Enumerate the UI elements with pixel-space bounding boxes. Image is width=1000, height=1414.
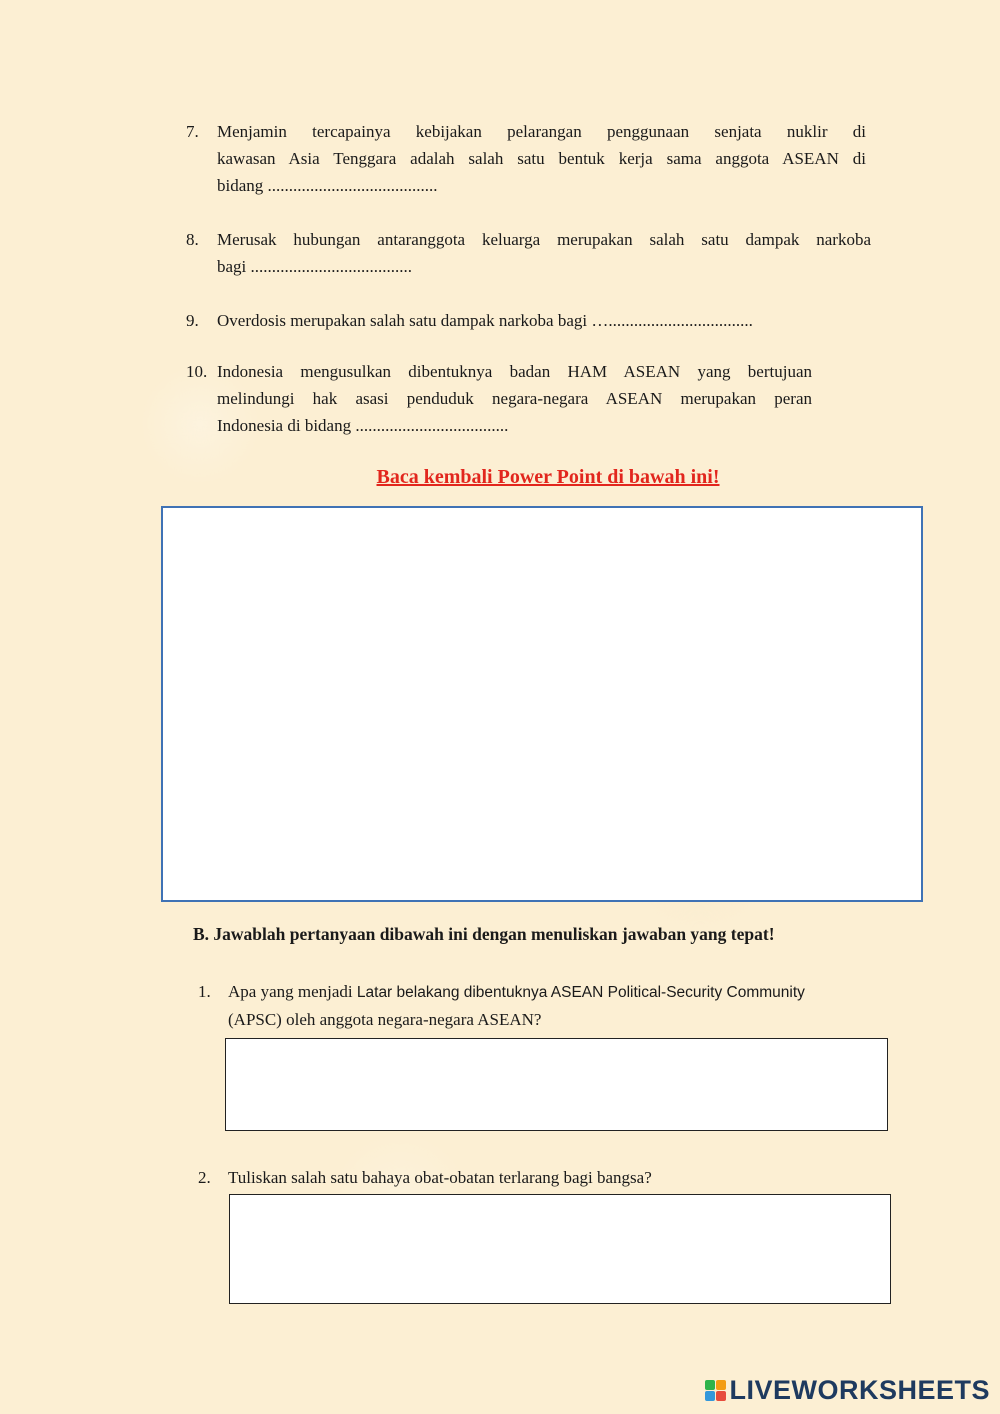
logo-text: LIVEWORKSHEETS [729,1375,990,1405]
question-text-line: melindungi hak asasi penduduk negara-negara ASEAN merupakan peran [217,389,812,408]
question-text-line: (APSC) oleh anggota negara-negara ASEAN? [228,1010,542,1029]
question-text-line: bidang ........................................ [217,176,438,195]
question-text-line: Menjamin tercapainya kebijakan pelarangan penggunaan senjata nuklir di [217,122,866,141]
question-number: 2. [198,1168,211,1187]
question-text-line: Merusak hubungan antaranggota keluarga merupakan salah satu dampak narkoba [217,230,871,249]
question-number: 10. [186,362,208,381]
essay-question-1 [198,978,888,1033]
question-10 [186,358,812,439]
question-number: 1. [198,982,211,1001]
liveworksheets-logo [705,1375,990,1406]
question-number: 8. [186,230,199,249]
question-number: 9. [186,311,199,330]
question-text-line: Indonesia di bidang .................................... [217,416,509,435]
liveworksheets-logo-icon [705,1380,726,1401]
powerpoint-instruction: Baca kembali Power Point di bawah ini! [376,466,720,488]
answer-input-2[interactable] [229,1194,891,1304]
powerpoint-embed-frame[interactable] [161,506,923,902]
question-text-line: bagi ...................................... [217,257,413,276]
question-text-line: kawasan Asia Tenggara adalah salah satu bentuk kerja sama anggota ASEAN di [217,149,866,168]
question-7 [186,118,866,199]
essay-question-2 [198,1164,888,1191]
question-9 [186,307,866,334]
question-8 [186,226,871,280]
answer-input-1[interactable] [225,1038,888,1131]
question-text-line: Tuliskan salah satu bahaya obat-obatan terlarang bagi bangsa? [228,1168,652,1187]
section-b-heading: B. Jawablah pertanyaan dibawah ini dengan menuliskan jawaban yang tepat! [193,924,775,944]
question-text-line: Indonesia mengusulkan dibentuknya badan HAM ASEAN yang bertujuan [217,362,812,381]
question-number: 7. [186,122,199,141]
question-text: Apa yang menjadi [228,982,357,1001]
question-text-line: Overdosis merupakan salah satu dampak narkoba bagi ….................................. [217,311,753,330]
question-text-sans: Latar belakang dibentuknya ASEAN Political-Security Community [356,984,805,1001]
